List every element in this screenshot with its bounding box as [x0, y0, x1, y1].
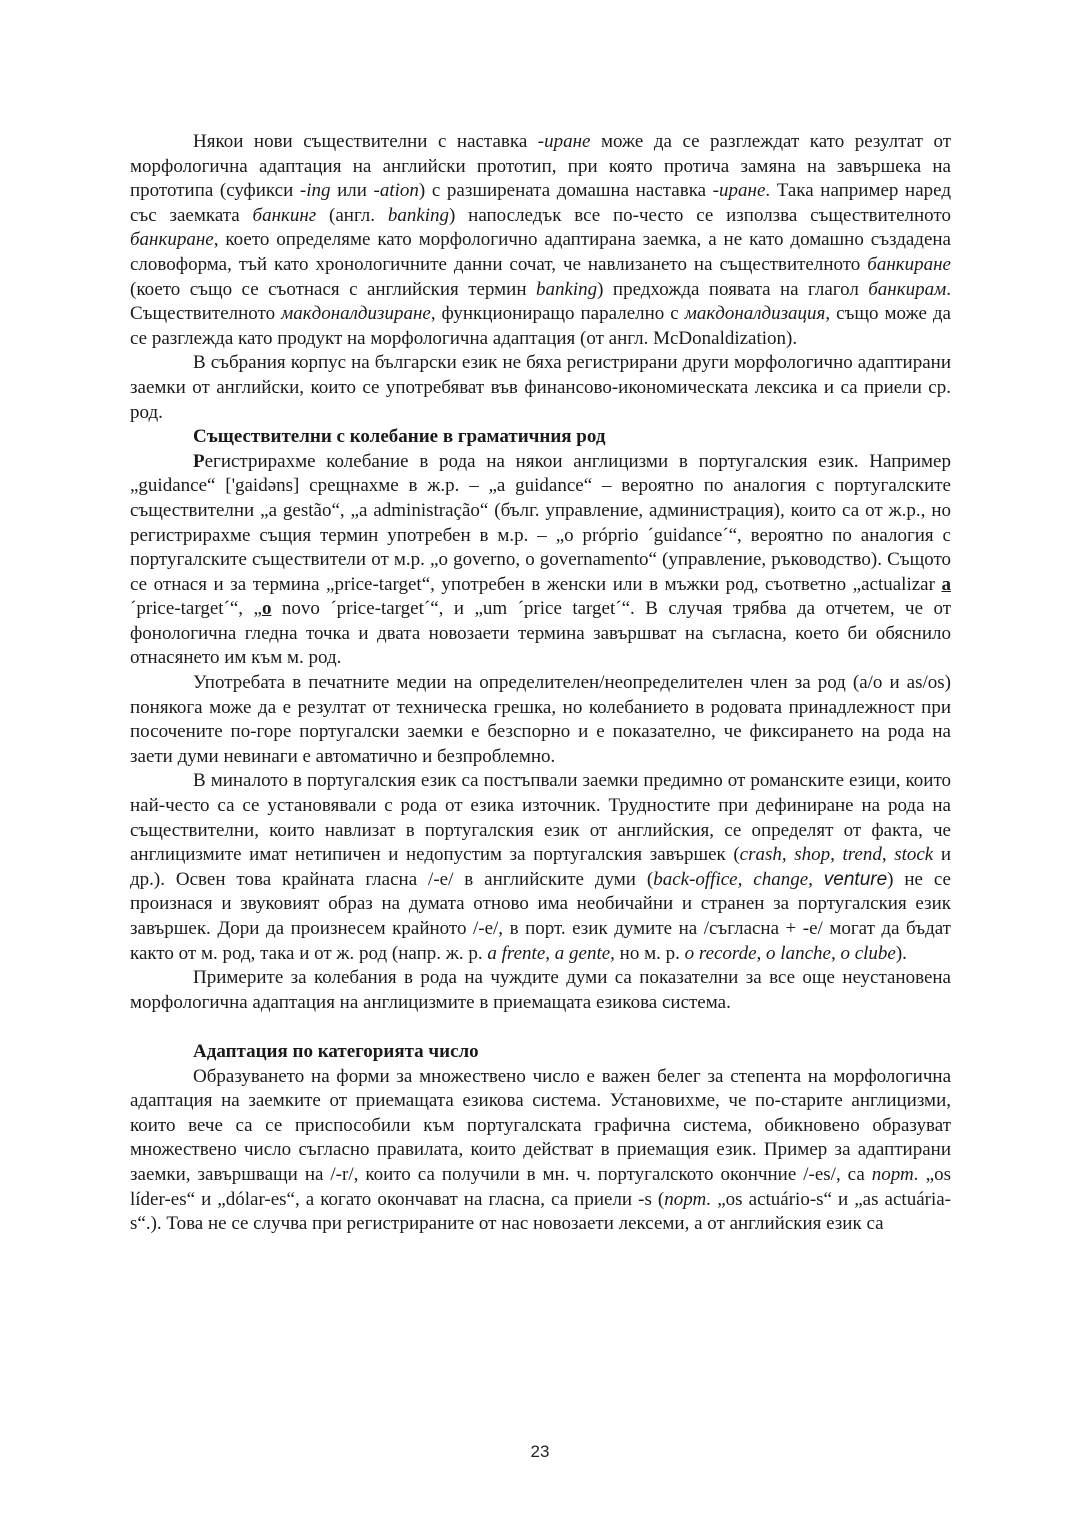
paragraph [130, 351, 951, 425]
text-run: , функциониращо паралелно с [430, 303, 685, 325]
text-run: макдоналдизация [684, 303, 826, 325]
page-number: 23 [530, 1442, 550, 1461]
text-run: иране [719, 180, 766, 202]
text-run: банкинг [252, 204, 317, 226]
text-run: иране [544, 131, 591, 152]
text-run: ) напоследък все по-често се използва съществителното [449, 204, 951, 226]
text-run: или - [330, 180, 380, 202]
text-run: Образуването на форми за множествено число е важен белег за степента на морфологична адаптация на заемките от приемащата езикова система. Установихме, че по-старите англицизми, които вече са се приспособили към португалската графична система, обикновено образуват множествено число съгласно правилата, които действат в приемащия език. Пример за адаптирани заемки, завършващи на /-r/, които са получили в мн. ч. португалското окончние /-es/, са [130, 1065, 951, 1185]
text-run: ) с разширената домашна наставка - [418, 180, 720, 202]
paragraph [130, 769, 951, 966]
text-run: банкирам [868, 278, 947, 300]
text-run: , също може да се разглежда като продукт на морфологична адаптация (от англ. McDonaldization). [130, 303, 951, 349]
text-run: banking [387, 204, 450, 226]
text-run: и др.). Освен това крайната гласна /-e/ в английските думи ( [130, 844, 952, 890]
text-run: ) не се произнася и звуковият образ на думата отново има необичайни и странен за португалския език завършек. Дори да произнесем крайното /-e/, в порт. език думите на /съгласна + -e/ могат да бъдат както от м. род, така и от ж. род (напр. ж. р. [130, 868, 951, 964]
paragraph [130, 450, 951, 671]
text-run: порт. [664, 1188, 712, 1210]
text-run: venture [823, 868, 888, 890]
paragraph-spacer [130, 1015, 951, 1040]
text-run: Примерите за колебания в рода на чуждите думи са показателни за все още неустановена морфологична адаптация на англицизмите в приемащата езикова система. [130, 967, 951, 1013]
text-run: a frente, a gente, [487, 942, 615, 964]
text-run: „os líder-es“ и „dólar-es“, а когато окончават на гласна, са приели -s ( [130, 1163, 951, 1210]
text-run: но м. р. [614, 942, 685, 964]
text-run: a [941, 573, 951, 595]
text-run: егистрирахме колебание в рода на някои англицизми в португалския език. Например „guidance“ ['gaidəns] срещнахме в ж.р. – „a guidance“ – вероятно по аналогия с португалските съществителни „a gestão“, „a administração“ (бълг. управление, администрация), които са от ж.р., но регистрирахме същия термин употребен в м.р. – „o próprio ´guidance´“, вероятно по аналогия с португалските съществители от м.р. „o governo, o governamento“ (управление, ръководство). Същото се отнася и за термина „price-target“, употребен в женски или в мъжки род, съответно „actualizar [130, 450, 951, 595]
text-run: (англ. [316, 204, 388, 226]
text-run: back-office, change, [653, 868, 824, 890]
text-run: o recorde, o lanche, o clube [684, 942, 896, 964]
text-run: В събрания корпус на български език не бяха регистрирани други морфологично адаптирани заемки от английски, които се употребяват във финансово-икономическата лексика и са приели ср. род. [130, 352, 951, 423]
text-run: crash, shop, trend, stock [739, 844, 934, 866]
page-body [130, 130, 951, 1237]
text-run: banking [535, 278, 598, 300]
text-run: Р [193, 450, 205, 472]
paragraph [130, 671, 951, 769]
text-run: Адаптация по категорията число [193, 1040, 479, 1062]
text-run: може да се разглеждат като резултат от морфологична адаптация на английски прототип, при която протича замяна на завършека на прототипа (суфикси - [130, 131, 951, 202]
paragraph [130, 1065, 951, 1237]
text-run: банкиране [130, 229, 214, 251]
section-heading [130, 1040, 951, 1065]
text-run: ) предхожда появата на глагол [597, 278, 869, 300]
text-run: o [261, 598, 272, 620]
text-run: , което определяме като морфологично адаптирана заемка, а не като домашно създадена словоформа, тъй като хронологичните данни сочат, че навлизането на съществителното [130, 229, 951, 275]
paragraph [130, 130, 951, 351]
paragraph [130, 966, 951, 1015]
text-run: Употребата в печатните медии на определителен/неопределителен член за род (a/o и as/os) понякога може да е резултат от техническа грешка, но колебанието в родовата принадлежност при посочените по-горе португалски заемки е безспорно и е показателно, че фиксирането на рода на заети думи невинаги е автоматично и безпроблемно. [130, 672, 951, 767]
text-run: Съществителни с колебание в граматичния род [193, 426, 606, 448]
text-run: банкиране [867, 253, 951, 275]
section-heading [130, 425, 951, 450]
text-run: ing [306, 180, 331, 202]
text-run: ´price-target´“, „ [130, 598, 262, 620]
text-run: novo ´price-target´“, и „um ´price target´“. В случая трябва да отчетем, че от фонологична гледна точка и двата новозаети термина завършват на съгласна, което би обяснило отнасянето им към м. род. [130, 598, 952, 669]
text-run: „os actuário-s“ и „as actuária-s“.). Това не се случва при регистрираните от нас новозаети лексеми, а от английския език са [130, 1188, 951, 1235]
text-run: макдоналдизиране [281, 303, 431, 325]
text-run: порт. [871, 1163, 919, 1185]
text-run: . Съществителното [130, 278, 951, 325]
text-run: (което също се съотнася с английския термин [130, 278, 536, 300]
text-run: ). [895, 942, 907, 964]
text-run: . Така например наред със заемката [130, 180, 951, 226]
text-run: ation [379, 180, 419, 202]
text-run: Някои нови съществителни с наставка - [193, 131, 545, 152]
text-run: В миналото в португалския език са постъпвали заемки предимно от романските езици, които най-често са се установявали с рода от езика източник. Трудностите при дефиниране на рода на съществителни, които навлизат в португалския език от английския, се определят от факта, че англицизмите имат нетипичен и недопустим за португалския завършек ( [130, 770, 951, 866]
